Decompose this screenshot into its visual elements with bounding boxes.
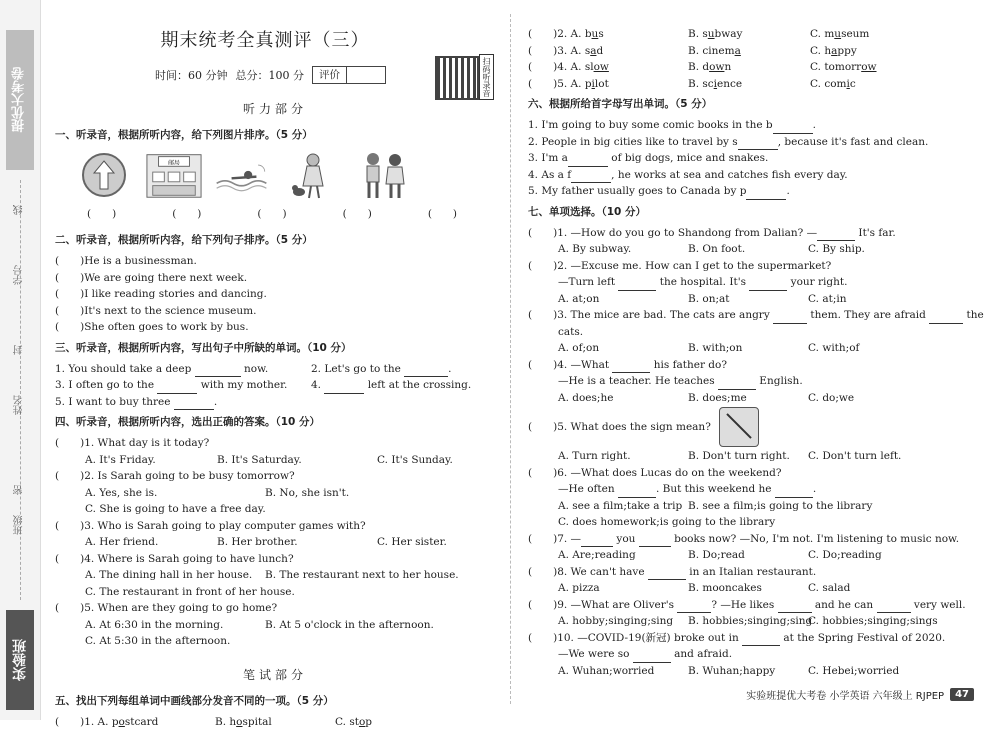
section-3-title: 三、听录音，根据所听内容，写出句子中所缺的单词。（10 分） xyxy=(55,340,495,355)
answer-blank[interactable] xyxy=(568,156,608,167)
answer-blank[interactable] xyxy=(817,230,855,241)
option-row: A. Her friend. B. Her brother. C. Her sister. xyxy=(55,534,495,551)
spine-name-field: 姓名 xyxy=(12,395,27,415)
answer-blank[interactable] xyxy=(929,313,963,324)
answer-blank[interactable] xyxy=(612,362,650,373)
brand-logo-top: 提优大考卷 xyxy=(6,30,34,170)
answer-blank[interactable] xyxy=(404,366,448,377)
eval-label: 评价 xyxy=(313,67,346,83)
option-extra: C. She is going to have a free day. xyxy=(55,501,495,518)
spine-id-field: 学号 xyxy=(12,265,27,285)
answer-blank[interactable] xyxy=(157,383,197,394)
mcq-question: ( )4. —What his father do? xyxy=(528,357,973,374)
spine-line-mark: 线 xyxy=(12,205,27,215)
mcq-question: ( )10. —COVID-19(新冠) broke out in at the Spring Festival of 2020. xyxy=(528,630,973,647)
option-row: A. see a film;take a trip B. see a film;is going to the library xyxy=(528,498,973,515)
answer-blank[interactable] xyxy=(746,189,786,200)
answer-blank[interactable] xyxy=(648,569,686,580)
post-office-icon xyxy=(145,150,203,200)
answer-blank[interactable] xyxy=(639,536,671,547)
sentence-item: ( )It's next to the science museum. xyxy=(55,303,495,320)
answer-blank[interactable] xyxy=(877,602,911,613)
phonics-row: ( )4. A. slow B. down C. tomorrow xyxy=(528,59,973,76)
fill-row: 1. You should take a deep now. 2. Let's go to the . xyxy=(55,361,495,378)
phonics-row: ( )2. A. bus B. subway C. museum xyxy=(528,26,973,43)
question: ( )5. When are they going to go home? xyxy=(55,600,495,617)
initial-letter-item: 3. I'm a of big dogs, mice and snakes. xyxy=(528,150,973,167)
spine-class-field: 班级 xyxy=(12,515,27,535)
mcq-question: ( )1. —How do you go to Shandong from Dalian? — It's far. xyxy=(528,225,973,242)
arrow-sign-icon xyxy=(75,150,133,200)
answer-blank[interactable] xyxy=(324,383,364,394)
section-2-title: 二、听录音，根据所听内容，给下列句子排序。（5 分） xyxy=(55,232,495,247)
cut-line xyxy=(20,180,21,600)
picture-answer-row xyxy=(87,206,495,222)
sentence-item: ( )She often goes to work by bus. xyxy=(55,319,495,336)
phonics-row: ( )3. A. sad B. cinema C. happy xyxy=(528,43,973,60)
option-row: A. It's Friday. B. It's Saturday. C. It's Sunday. xyxy=(55,452,495,469)
writing-part-title: 笔试部分 xyxy=(55,666,495,683)
option-extra: C. At 5:30 in the afternoon. xyxy=(55,633,495,650)
qr-label: 扫码听录音 xyxy=(479,54,494,100)
answer-paren[interactable]: ( ) xyxy=(87,206,116,222)
option-row: A. of;on B. with;on C. with;of xyxy=(528,340,973,357)
fill-row: 3. I often go to the with my mother. 4. left at the crossing. xyxy=(55,377,495,394)
initial-letter-item: 5. My father usually goes to Canada by p . xyxy=(528,183,973,200)
option-row: A. At 6:30 in the morning. B. At 5 o'clock in the afternoon. xyxy=(55,617,495,634)
mcq-question: ( )6. —What does Lucas do on the weekend? xyxy=(528,465,973,482)
footer-text: 实验班提优大考卷 小学英语 六年级上 RJPEP xyxy=(746,687,944,702)
mcq-subline: cats. xyxy=(528,324,973,341)
option-row: A. Turn right. B. Don't turn right. C. Don't turn left. xyxy=(528,448,973,465)
answer-blank[interactable] xyxy=(633,652,671,663)
two-children-icon xyxy=(355,150,413,200)
answer-blank[interactable] xyxy=(195,366,241,377)
spine-seal-mark: 封 xyxy=(12,345,27,355)
sentence-item: ( )I like reading stories and dancing. xyxy=(55,286,495,303)
eval-box xyxy=(312,66,386,84)
binding-spine xyxy=(0,0,41,720)
score-label: 总分：100 分 xyxy=(236,67,305,83)
option-row: A. By subway. B. On foot. C. By ship. xyxy=(528,241,973,258)
initial-letter-item: 1. I'm going to buy some comic books in the b . xyxy=(528,117,973,134)
section-5-title: 五、找出下列每组单词中画线部分发音不同的一项。（5 分） xyxy=(55,693,495,708)
mcq-question: ( )8. We can't have in an Italian restaurant. xyxy=(528,564,973,581)
answer-blank[interactable] xyxy=(174,399,214,410)
answer-blank[interactable] xyxy=(778,602,812,613)
mcq-question: ( )7. — you books now? —No, I'm not. I'm listening to music now. xyxy=(528,531,973,548)
answer-blank[interactable] xyxy=(773,313,807,324)
question: ( )2. Is Sarah going to be busy tomorrow? xyxy=(55,468,495,485)
answer-paren[interactable]: ( ) xyxy=(343,206,372,222)
brand-logo-bottom: 实验班 xyxy=(6,610,34,710)
mcq-question: ( )5. What does the sign mean? xyxy=(528,406,973,448)
section-6-title: 六、根据所给首字母写出单词。（5 分） xyxy=(528,96,973,111)
column-divider xyxy=(510,14,511,704)
eval-field xyxy=(346,67,385,83)
right-column xyxy=(528,26,973,679)
mcq-question: ( )9. —What are Oliver's ? —He likes and he can very well. xyxy=(528,597,973,614)
fill-row: 5. I want to buy three . xyxy=(55,394,495,411)
answer-blank[interactable] xyxy=(742,635,780,646)
phonics-row: ( )5. A. pilot B. science C. comic xyxy=(528,76,973,93)
option-extra: C. does homework;is going to the library xyxy=(528,514,973,531)
answer-blank[interactable] xyxy=(749,280,787,291)
section-7-title: 七、单项选择。（10 分） xyxy=(528,204,973,219)
question: ( )4. Where is Sarah going to have lunch? xyxy=(55,551,495,568)
mcq-subline: —Turn left the hospital. It's your right. xyxy=(528,274,973,291)
option-row: A. hobby;singing;sing B. hobbies;singing;sing C. hobbies;singing;sings xyxy=(528,613,973,630)
mcq-subline: —He often . But this weekend he . xyxy=(528,481,973,498)
section-1-title: 一、听录音，根据所听内容，给下列图片排序。（5 分） xyxy=(55,127,495,142)
listening-part-title: 听力部分 xyxy=(55,100,495,117)
answer-blank[interactable] xyxy=(618,487,656,498)
option-row: A. pizza B. mooncakes C. salad xyxy=(528,580,973,597)
left-column xyxy=(55,20,495,730)
option-row: A. Yes, she is. B. No, she isn't. xyxy=(55,485,495,502)
option-row: A. does;he B. does;me C. do;we xyxy=(528,390,973,407)
question: ( )3. Who is Sarah going to play computer games with? xyxy=(55,518,495,535)
option-row: A. Are;reading B. Do;read C. Do;reading xyxy=(528,547,973,564)
page-number: 47 xyxy=(950,688,974,701)
no-right-turn-sign-icon xyxy=(719,407,759,447)
option-row: A. Wuhan;worried B. Wuhan;happy C. Hebei;worried xyxy=(528,663,973,680)
phonics-row: ( )1. A. postcard B. hospital C. stop xyxy=(55,714,495,730)
answer-blank[interactable] xyxy=(618,280,656,291)
page-title: 期末统考全真测评（三） xyxy=(85,26,445,52)
mcq-subline: —He is a teacher. He teaches English. xyxy=(528,373,973,390)
answer-paren[interactable]: ( ) xyxy=(428,206,457,222)
sentence-item: ( )He is a businessman. xyxy=(55,253,495,270)
option-row: A. at;on B. on;at C. at;in xyxy=(528,291,973,308)
picture-row xyxy=(75,148,495,202)
qr-code-icon[interactable] xyxy=(435,56,479,100)
answer-blank[interactable] xyxy=(738,139,778,150)
option-row: A. The dining hall in her house. B. The restaurant next to her house. xyxy=(55,567,495,584)
mcq-question: ( )3. The mice are bad. The cats are angry them. They are afraid the xyxy=(528,307,973,324)
mcq-subline: —We were so and afraid. xyxy=(528,646,973,663)
page-footer xyxy=(746,687,974,702)
answer-blank[interactable] xyxy=(581,536,613,547)
section-4-title: 四、听录音，根据所听内容，选出正确的答案。（10 分） xyxy=(55,414,495,429)
initial-letter-item: 4. As a f , he works at sea and catches fish every day. xyxy=(528,167,973,184)
answer-blank[interactable] xyxy=(571,172,611,183)
answer-paren[interactable]: ( ) xyxy=(257,206,286,222)
question: ( )1. What day is it today? xyxy=(55,435,495,452)
answer-blank[interactable] xyxy=(773,123,813,134)
spine-secret-mark: 密 xyxy=(12,485,27,495)
initial-letter-item: 2. People in big cities like to travel by s , because it's fast and clean. xyxy=(528,134,973,151)
answer-blank[interactable] xyxy=(718,379,756,390)
answer-paren[interactable]: ( ) xyxy=(172,206,201,222)
mcq-question: ( )2. —Excuse me. How can I get to the supermarket? xyxy=(528,258,973,275)
time-label: 时间：60 分钟 xyxy=(155,67,228,83)
sentence-item: ( )We are going there next week. xyxy=(55,270,495,287)
swimming-icon xyxy=(215,150,273,200)
answer-blank[interactable] xyxy=(775,487,813,498)
option-extra: C. The restaurant in front of her house. xyxy=(55,584,495,601)
post-office-sign: 邮局 xyxy=(168,158,180,166)
girl-with-dog-icon xyxy=(285,150,343,200)
answer-blank[interactable] xyxy=(677,602,711,613)
